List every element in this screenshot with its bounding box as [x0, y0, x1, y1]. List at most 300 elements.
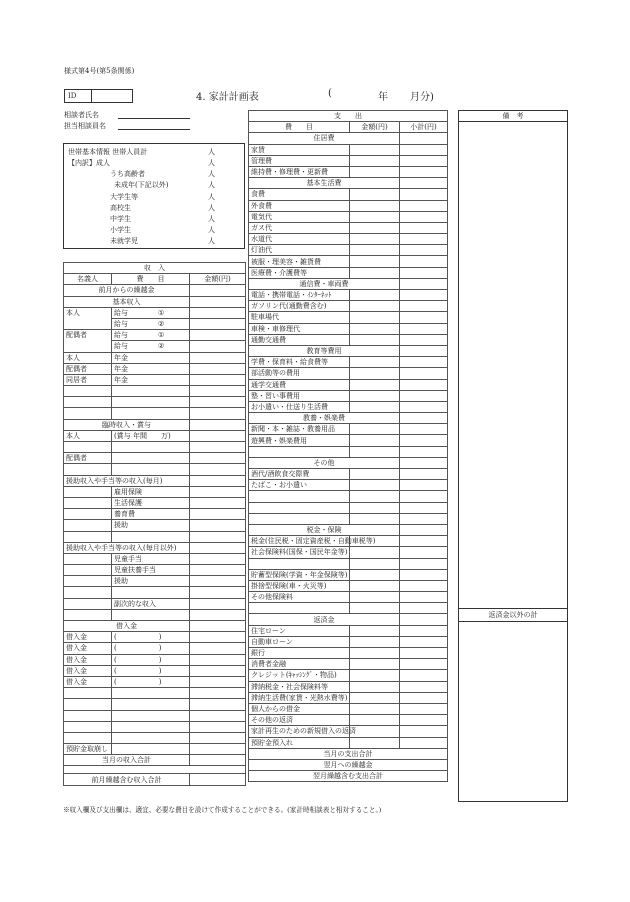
amount-cell[interactable] — [350, 659, 400, 670]
amount-cell[interactable] — [350, 547, 400, 558]
expense-item: 通学交通費 — [249, 379, 350, 390]
amount-cell[interactable] — [190, 341, 246, 352]
subtotal-cell[interactable] — [400, 166, 448, 177]
section-edu: 教育等費用 — [249, 345, 400, 356]
table-row — [64, 341, 246, 352]
table-row — [249, 267, 448, 278]
amount-cell[interactable] — [350, 558, 400, 569]
amount-cell[interactable] — [350, 703, 400, 714]
amount-cell[interactable] — [350, 368, 400, 379]
subtotal-cell[interactable] — [400, 200, 448, 211]
subtotal-cell[interactable] — [400, 737, 448, 748]
subtotal-cell[interactable] — [400, 267, 448, 278]
page-title: 4. 家計計画表 — [196, 92, 259, 103]
expense-item: 家計再生のための新規借入の返済 — [249, 726, 350, 737]
subtotal-cell[interactable] — [400, 569, 448, 580]
expense-item: ガス代 — [249, 222, 350, 233]
subtotal-cell[interactable] — [400, 536, 448, 547]
subtotal-cell[interactable] — [400, 390, 448, 401]
person-cell[interactable] — [64, 553, 112, 564]
item-salary — [112, 341, 190, 352]
table-row — [64, 363, 246, 374]
amount-cell[interactable] — [190, 688, 246, 699]
person-cell[interactable] — [64, 386, 112, 397]
amount-cell[interactable] — [350, 379, 400, 390]
amount-cell[interactable] — [350, 189, 400, 200]
table-row — [249, 670, 448, 681]
subtotal-cell[interactable] — [400, 155, 448, 166]
table-row — [249, 211, 448, 222]
subtotal-cell[interactable] — [400, 256, 448, 267]
amount-cell[interactable] — [350, 692, 400, 703]
person-cell[interactable] — [64, 486, 112, 497]
amount-cell[interactable] — [190, 531, 246, 542]
amount-cell[interactable] — [350, 580, 400, 591]
table-row — [64, 710, 246, 721]
amount-cell[interactable] — [350, 234, 400, 245]
table-cell — [190, 419, 246, 430]
item-cell[interactable] — [112, 464, 190, 475]
table-row — [64, 352, 246, 363]
amount-cell[interactable] — [190, 565, 246, 576]
loan-label: 借入金 — [64, 632, 112, 643]
subtotal-cell[interactable] — [400, 424, 448, 435]
amount-cell[interactable] — [190, 509, 246, 520]
item-monthly: 援助 — [112, 520, 190, 531]
remarks-title: 備 考 — [459, 111, 567, 122]
amount-cell[interactable] — [350, 312, 400, 323]
expense-item: 自動車ローン — [249, 636, 350, 647]
amount-cell[interactable] — [190, 699, 246, 710]
table-row — [64, 397, 246, 408]
table-row — [249, 178, 448, 189]
subtotal-cell[interactable] — [400, 323, 448, 334]
expense-item: ガソリン代(通勤費含む) — [249, 301, 350, 312]
item-cell[interactable] — [112, 453, 190, 464]
amount-cell[interactable] — [190, 643, 246, 654]
amount-cell[interactable] — [190, 430, 246, 441]
amount-cell[interactable] — [350, 334, 400, 345]
subtotal-cell[interactable] — [400, 715, 448, 726]
amount-cell[interactable] — [350, 301, 400, 312]
item-other: 児童手当 — [112, 553, 190, 564]
table-row — [249, 759, 448, 770]
subtotal-cell[interactable] — [400, 491, 448, 502]
amount-cell[interactable] — [190, 576, 246, 587]
consultee-label: 相談者氏名 — [64, 111, 99, 119]
table-row — [249, 435, 448, 446]
expense-item: 銀行 — [249, 648, 350, 659]
item-other: 副次的な収入 — [112, 598, 190, 609]
amount-cell[interactable] — [350, 166, 400, 177]
table-row — [64, 285, 246, 296]
salary-label: 給与 — [114, 320, 128, 329]
table-row — [249, 748, 448, 759]
table-row — [249, 592, 448, 603]
amount-cell[interactable] — [190, 486, 246, 497]
amount-cell[interactable] — [190, 744, 246, 755]
consultee-name-field[interactable] — [118, 118, 190, 119]
expense-item: 掛捨型保険(車・火災等) — [249, 580, 350, 591]
table-row — [249, 301, 448, 312]
amount-cell[interactable] — [190, 676, 246, 687]
amount-cell[interactable] — [190, 285, 246, 296]
item-cell[interactable] — [249, 603, 350, 614]
table-row — [249, 771, 448, 782]
amount-cell[interactable] — [350, 569, 400, 580]
subtotal-cell[interactable] — [400, 469, 448, 480]
table-row — [249, 424, 448, 435]
expense-table — [248, 110, 448, 782]
amount-cell[interactable] — [190, 408, 246, 419]
expense-item: 駐車場代 — [249, 312, 350, 323]
person-cell[interactable] — [64, 531, 112, 542]
person-cell[interactable] — [64, 732, 112, 743]
item-cell[interactable] — [112, 744, 190, 755]
person-cell[interactable] — [64, 565, 112, 576]
item-cell[interactable] — [249, 491, 350, 502]
salary-label: 給与 — [114, 331, 128, 340]
table-row — [249, 155, 448, 166]
person-cell[interactable] — [64, 497, 112, 508]
amount-cell[interactable] — [350, 401, 400, 412]
subtotal-cell[interactable] — [400, 312, 448, 323]
amount-cell[interactable] — [190, 632, 246, 643]
person-cell[interactable] — [64, 520, 112, 531]
person-cell[interactable] — [64, 721, 112, 732]
table-row — [249, 603, 448, 614]
person-cell[interactable] — [64, 598, 112, 609]
table-row — [64, 509, 246, 520]
item-cell[interactable] — [112, 386, 190, 397]
table-row — [249, 547, 448, 558]
table-row — [249, 245, 448, 256]
table-row — [64, 307, 246, 318]
amount-cell[interactable] — [350, 513, 400, 524]
item-cell[interactable] — [249, 513, 350, 524]
amount-cell[interactable] — [190, 307, 246, 318]
item-cell[interactable] — [112, 710, 190, 721]
item-cell[interactable] — [112, 408, 190, 419]
table-row — [249, 256, 448, 267]
person-cell[interactable] — [64, 464, 112, 475]
amount-cell[interactable] — [190, 553, 246, 564]
expense-item: 家賃 — [249, 144, 350, 155]
expense-item: 消費者金融 — [249, 659, 350, 670]
section-temporary: 臨時収入・賞与 — [64, 419, 190, 430]
table-row — [64, 542, 246, 553]
item-other — [112, 587, 190, 598]
table-cell — [190, 296, 246, 307]
item-other: 児童扶養手当 — [112, 565, 190, 576]
section-housing: 住居費 — [249, 133, 400, 144]
section-loan: 借入金 — [64, 621, 190, 632]
item-cell[interactable] — [112, 397, 190, 408]
expense-item: 電気代 — [249, 211, 350, 222]
col-amount: 金額(円) — [350, 122, 400, 133]
subtotal-cell[interactable] — [400, 211, 448, 222]
expense-item: 外食費 — [249, 200, 350, 211]
amount-cell[interactable] — [350, 267, 400, 278]
person-cell[interactable] — [64, 688, 112, 699]
item-cell[interactable] — [112, 609, 190, 620]
subtotal-cell[interactable] — [400, 357, 448, 368]
section-other: その他 — [249, 457, 400, 468]
item-monthly: 雇用保険 — [112, 486, 190, 497]
table-row — [249, 189, 448, 200]
amount-cell[interactable] — [350, 357, 400, 368]
table-row — [64, 632, 246, 643]
subtotal-cell[interactable] — [400, 144, 448, 155]
table-row — [249, 334, 448, 345]
subtotal-cell[interactable] — [400, 592, 448, 603]
income-grand-total[interactable] — [190, 774, 246, 785]
salary-number: ② — [158, 342, 165, 351]
amount-cell[interactable] — [350, 446, 400, 457]
amount-cell[interactable] — [190, 654, 246, 665]
amount-cell[interactable] — [190, 318, 246, 329]
amount-cell[interactable] — [350, 211, 400, 222]
subtotal-cell[interactable] — [400, 670, 448, 681]
amount-cell[interactable] — [190, 721, 246, 732]
amount-cell[interactable] — [190, 442, 246, 453]
person-cell[interactable] — [64, 442, 112, 453]
period-month: 月分) — [410, 92, 434, 103]
subtotal-cell[interactable] — [400, 446, 448, 457]
staff-name-field[interactable] — [118, 129, 190, 130]
table-row — [249, 625, 448, 636]
subtotal-cell[interactable] — [400, 435, 448, 446]
amount-cell[interactable] — [190, 710, 246, 721]
table-cell — [190, 621, 246, 632]
subtotal-cell[interactable] — [400, 558, 448, 569]
amount-cell[interactable] — [190, 497, 246, 508]
amount-cell[interactable] — [350, 245, 400, 256]
id-field[interactable] — [64, 89, 133, 103]
item-cell[interactable] — [112, 699, 190, 710]
amount-cell[interactable] — [350, 222, 400, 233]
subtotal-cell[interactable] — [400, 636, 448, 647]
subtotal-cell[interactable] — [400, 301, 448, 312]
table-row — [64, 374, 246, 385]
loan-lender: ( ) — [112, 632, 190, 643]
table-row — [249, 379, 448, 390]
person-cell[interactable] — [64, 397, 112, 408]
subtotal-cell[interactable] — [400, 480, 448, 491]
amount-cell[interactable] — [190, 453, 246, 464]
subtotal-cell[interactable] — [400, 513, 448, 524]
item-salary — [112, 330, 190, 341]
person-cell[interactable] — [64, 576, 112, 587]
amount-cell[interactable] — [190, 598, 246, 609]
item-cell[interactable] — [112, 732, 190, 743]
table-row — [64, 755, 246, 766]
subtotal-cell[interactable] — [400, 379, 448, 390]
carryover-label: 翌月への繰越金 — [249, 759, 448, 770]
amount-cell[interactable] — [350, 144, 400, 155]
table-row — [249, 513, 448, 524]
subtotal-cell[interactable] — [400, 681, 448, 692]
table-cell — [400, 133, 448, 144]
amount-cell[interactable] — [350, 502, 400, 513]
expense-item: 住宅ローン — [249, 625, 350, 636]
expense-item — [249, 558, 350, 569]
salary-number: ① — [158, 308, 165, 317]
amount-cell[interactable] — [190, 352, 246, 363]
staff-label: 担当相談員名 — [64, 122, 106, 130]
table-row — [64, 486, 246, 497]
table-row — [64, 330, 246, 341]
subtotal-cell[interactable] — [400, 245, 448, 256]
table-row — [249, 715, 448, 726]
person-spouse: 配偶者 — [64, 363, 112, 374]
table-row — [249, 502, 448, 513]
amount-cell[interactable] — [190, 397, 246, 408]
person-cell[interactable] — [64, 509, 112, 520]
item-cell[interactable] — [112, 721, 190, 732]
expense-item: 電話・携帯電話・ｲﾝﾀｰﾈｯﾄ — [249, 290, 350, 301]
remarks-box[interactable] — [458, 110, 568, 802]
amount-cell[interactable] — [350, 681, 400, 692]
subtotal-cell[interactable] — [400, 580, 448, 591]
amount-cell[interactable] — [190, 665, 246, 676]
table-row — [249, 166, 448, 177]
amount-cell[interactable] — [350, 491, 400, 502]
household-row-unit: 人 — [208, 237, 215, 246]
person-cell[interactable] — [64, 710, 112, 721]
subtotal-cell[interactable] — [400, 368, 448, 379]
table-row — [249, 469, 448, 480]
table-row — [249, 413, 448, 424]
subtotal-cell[interactable] — [400, 703, 448, 714]
subtotal-cell[interactable] — [400, 648, 448, 659]
amount-cell[interactable] — [350, 726, 400, 737]
loan-label: 借入金 — [64, 643, 112, 654]
subtotal-cell[interactable] — [400, 726, 448, 737]
table-row — [249, 536, 448, 547]
item-cell[interactable] — [112, 442, 190, 453]
subtotal-cell[interactable] — [400, 692, 448, 703]
subtotal-cell[interactable] — [400, 334, 448, 345]
household-row-unit: 人 — [208, 192, 215, 201]
table-row — [64, 598, 246, 609]
income-total-label: 当月の収入合計 — [64, 755, 190, 766]
amount-cell[interactable] — [350, 603, 400, 614]
item-cell[interactable] — [249, 502, 350, 513]
subtotal-cell[interactable] — [400, 234, 448, 245]
expense-item: 貯蓄型保険(学資・年金保険等) — [249, 569, 350, 580]
subtotal-cell[interactable] — [400, 547, 448, 558]
amount-cell[interactable] — [190, 520, 246, 531]
loan-label: 借入金 — [64, 665, 112, 676]
expense-item: 医療費・介護費等 — [249, 267, 350, 278]
expense-grand-total-label: 翌月繰越含む支出合計 — [249, 771, 448, 782]
item-monthly: 生活保護 — [112, 497, 190, 508]
amount-cell[interactable] — [350, 715, 400, 726]
table-row — [64, 732, 246, 743]
amount-cell[interactable] — [350, 670, 400, 681]
household-row-unit: 人 — [208, 203, 215, 212]
person-cell[interactable] — [64, 408, 112, 419]
amount-cell[interactable] — [190, 330, 246, 341]
amount-cell[interactable] — [350, 155, 400, 166]
amount-cell[interactable] — [350, 648, 400, 659]
item-cell[interactable] — [112, 688, 190, 699]
subtotal-cell[interactable] — [400, 189, 448, 200]
subtotal-cell[interactable] — [400, 625, 448, 636]
amount-cell[interactable] — [350, 256, 400, 267]
amount-cell[interactable] — [350, 200, 400, 211]
person-cell[interactable] — [64, 699, 112, 710]
amount-cell[interactable] — [350, 435, 400, 446]
expense-item: その他の返済 — [249, 715, 350, 726]
subtotal-cell[interactable] — [400, 222, 448, 233]
item-cell[interactable] — [249, 446, 350, 457]
table-row — [64, 576, 246, 587]
amount-cell[interactable] — [190, 386, 246, 397]
amount-cell[interactable] — [350, 469, 400, 480]
loan-lender: ( ) — [112, 665, 190, 676]
amount-cell[interactable] — [190, 374, 246, 385]
table-row — [64, 665, 246, 676]
expense-item: たばこ・お小遣い — [249, 480, 350, 491]
table-row — [64, 263, 246, 274]
table-row — [249, 278, 448, 289]
table-cell — [190, 475, 246, 486]
table-row — [249, 368, 448, 379]
table-cell — [400, 413, 448, 424]
subtotal-cell[interactable] — [400, 502, 448, 513]
income-total[interactable] — [190, 755, 246, 766]
subtotal-cell[interactable] — [400, 659, 448, 670]
amount-cell[interactable] — [190, 609, 246, 620]
table-cell — [64, 766, 246, 774]
household-row-label: うち高齢者 — [110, 170, 145, 179]
amount-cell[interactable] — [190, 363, 246, 374]
amount-cell[interactable] — [350, 592, 400, 603]
section-comm: 通信費・車両費 — [249, 278, 400, 289]
household-row-unit: 人 — [208, 181, 215, 190]
section-basic-living: 基本生活費 — [249, 178, 400, 189]
amount-cell[interactable] — [350, 290, 400, 301]
amount-cell[interactable] — [190, 732, 246, 743]
amount-cell[interactable] — [190, 587, 246, 598]
table-cell — [400, 278, 448, 289]
amount-cell[interactable] — [350, 737, 400, 748]
subtotal-cell[interactable] — [400, 401, 448, 412]
table-cell — [64, 341, 112, 352]
item-cell[interactable] — [112, 531, 190, 542]
amount-cell[interactable] — [190, 464, 246, 475]
person-cell[interactable] — [64, 609, 112, 620]
table-cell — [190, 542, 246, 553]
loan-label: 借入金 — [64, 654, 112, 665]
person-cell[interactable] — [64, 587, 112, 598]
income-grand-total-label: 前月繰越含む収入合計 — [64, 774, 190, 785]
subtotal-cell[interactable] — [400, 290, 448, 301]
subtotal-cell[interactable] — [400, 603, 448, 614]
amount-cell[interactable] — [350, 323, 400, 334]
expense-item: 灯油代 — [249, 245, 350, 256]
amount-cell[interactable] — [350, 636, 400, 647]
amount-cell[interactable] — [350, 390, 400, 401]
item-salary — [112, 307, 190, 318]
amount-cell[interactable] — [350, 424, 400, 435]
amount-cell[interactable] — [350, 480, 400, 491]
income-table — [63, 262, 246, 786]
col-item: 費 目 — [249, 122, 350, 133]
amount-cell[interactable] — [350, 625, 400, 636]
